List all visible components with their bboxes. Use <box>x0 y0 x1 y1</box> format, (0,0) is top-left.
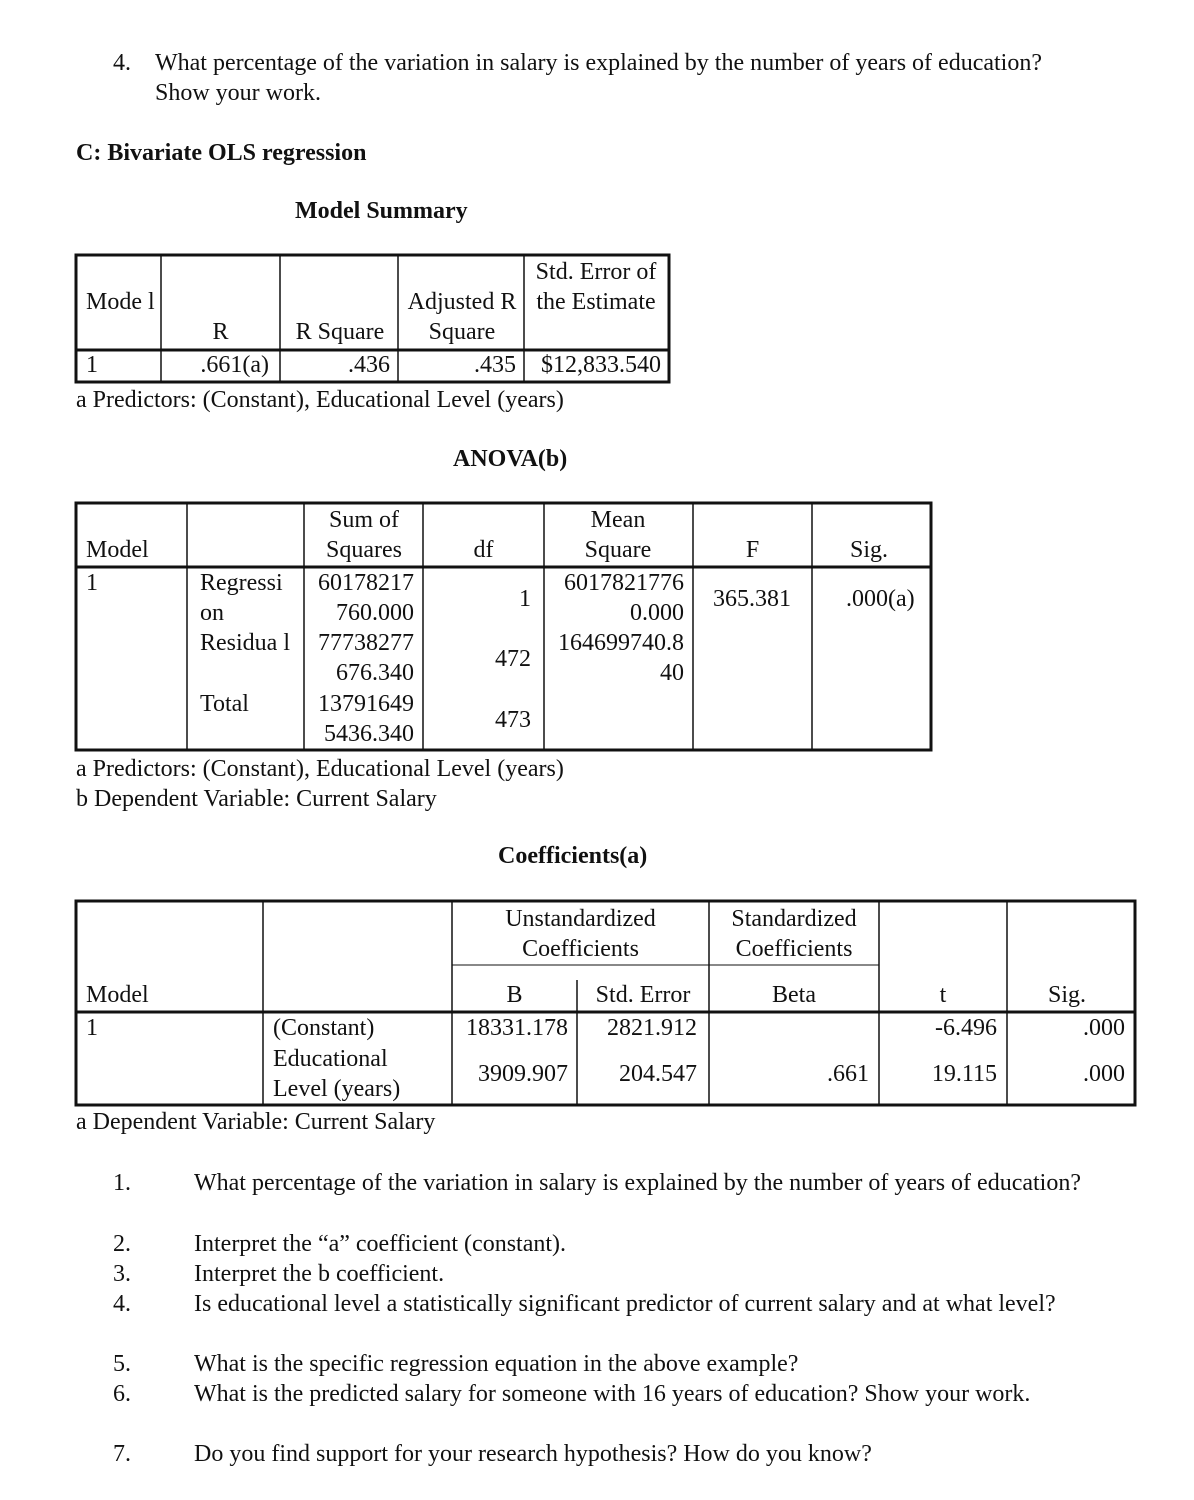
row-sig: .000 <box>1083 1061 1125 1087</box>
row-mean-sq: 164699740.8 40 <box>558 630 684 686</box>
row-label: Residua l <box>200 630 290 656</box>
question-text: Is educational level a statistically significant predictor of current salary and at what level? <box>194 1291 1056 1317</box>
question-text: What is the specific regression equation in the above example? <box>194 1351 799 1377</box>
header-standardized: Standardized Coefficients <box>731 906 857 962</box>
row-label: (Constant) <box>273 1015 375 1041</box>
model-number: 1 <box>86 1015 98 1041</box>
question-number: 5. <box>113 1351 131 1377</box>
header-b: B <box>506 982 523 1008</box>
coefficients-title: Coefficients(a) <box>498 843 648 869</box>
row-label: Total <box>200 691 249 717</box>
section-heading: C: Bivariate OLS regression <box>76 140 367 166</box>
question-text: Interpret the “a” coefficient (constant). <box>194 1231 567 1257</box>
question-number: 3. <box>113 1261 131 1287</box>
header-unstandardized: Unstandardized Coefficients <box>505 906 656 962</box>
cell-r-square: .436 <box>348 352 390 378</box>
header-std-error: Std. Error of the Estimate <box>535 259 657 315</box>
row-sum-sq: 60178217 760.000 <box>318 570 414 626</box>
row-sig: .000(a) <box>846 586 915 612</box>
model-number: 1 <box>86 570 98 596</box>
header-sig: Sig. <box>1048 982 1087 1008</box>
header-model: Model <box>86 982 149 1008</box>
header-model: Model <box>86 537 149 563</box>
question-text: Interpret the b coefficient. <box>194 1261 445 1287</box>
row-t: 19.115 <box>931 1061 997 1087</box>
row-label: Educational Level (years) <box>273 1046 401 1102</box>
question-number: 1. <box>113 1170 131 1196</box>
header-t: t <box>939 982 947 1008</box>
footnote: a Dependent Variable: Current Salary <box>76 1109 436 1135</box>
row-b: 3909.907 <box>478 1061 568 1087</box>
model-summary-title: Model Summary <box>295 198 468 224</box>
row-t: -6.496 <box>935 1015 997 1041</box>
question-text: What percentage of the variation in salary is explained by the number of years of education? <box>194 1170 1081 1196</box>
row-sum-sq: 13791649 5436.340 <box>318 691 414 747</box>
header-r: R <box>212 319 229 345</box>
row-std-error: 2821.912 <box>607 1015 697 1041</box>
cell-std-error: $12,833.540 <box>541 352 661 378</box>
question-number: 2. <box>113 1231 131 1257</box>
header-r-square: R Square <box>295 319 385 345</box>
question-number: 6. <box>113 1381 131 1407</box>
footnote: a Predictors: (Constant), Educational Level (years) <box>76 387 564 413</box>
row-sig: .000 <box>1083 1015 1125 1041</box>
row-beta: .661 <box>827 1061 869 1087</box>
question-number: 4. <box>113 1291 131 1317</box>
header-df: df <box>473 537 494 563</box>
question-text: What percentage of the variation in salary is explained by the number of years of education? Show your work. <box>155 50 1042 106</box>
header-model: Mode l <box>86 289 155 315</box>
header-f: F <box>745 537 760 563</box>
cell-model: 1 <box>86 352 98 378</box>
anova-title: ANOVA(b) <box>453 446 568 472</box>
row-mean-sq: 6017821776 0.000 <box>564 570 684 626</box>
row-df: 472 <box>495 646 531 672</box>
row-df: 1 <box>519 586 531 612</box>
question-number: 7. <box>113 1441 131 1467</box>
row-label: Regressi on <box>200 570 283 626</box>
row-sum-sq: 77738277 676.340 <box>318 630 414 686</box>
row-std-error: 204.547 <box>619 1061 697 1087</box>
question-number: 4. <box>113 50 131 76</box>
header-mean-square: Mean Square <box>584 507 652 563</box>
footnote-b: b Dependent Variable: Current Salary <box>76 786 437 812</box>
row-f: 365.381 <box>713 586 791 612</box>
header-sum-of-squares: Sum of Squares <box>326 507 402 563</box>
header-std-error: Std. Error <box>595 982 691 1008</box>
header-beta: Beta <box>772 982 816 1008</box>
header-adjusted-r-square: Adjusted R Square <box>407 289 517 345</box>
question-text: What is the predicted salary for someone with 16 years of education? Show your work. <box>194 1381 1031 1407</box>
row-b: 18331.178 <box>466 1015 568 1041</box>
question-text: Do you find support for your research hypothesis? How do you know? <box>194 1441 872 1467</box>
header-sig: Sig. <box>850 537 889 563</box>
row-df: 473 <box>495 707 531 733</box>
cell-r: .661(a) <box>200 352 269 378</box>
footnote-a: a Predictors: (Constant), Educational Level (years) <box>76 756 564 782</box>
cell-adjusted: .435 <box>474 352 516 378</box>
